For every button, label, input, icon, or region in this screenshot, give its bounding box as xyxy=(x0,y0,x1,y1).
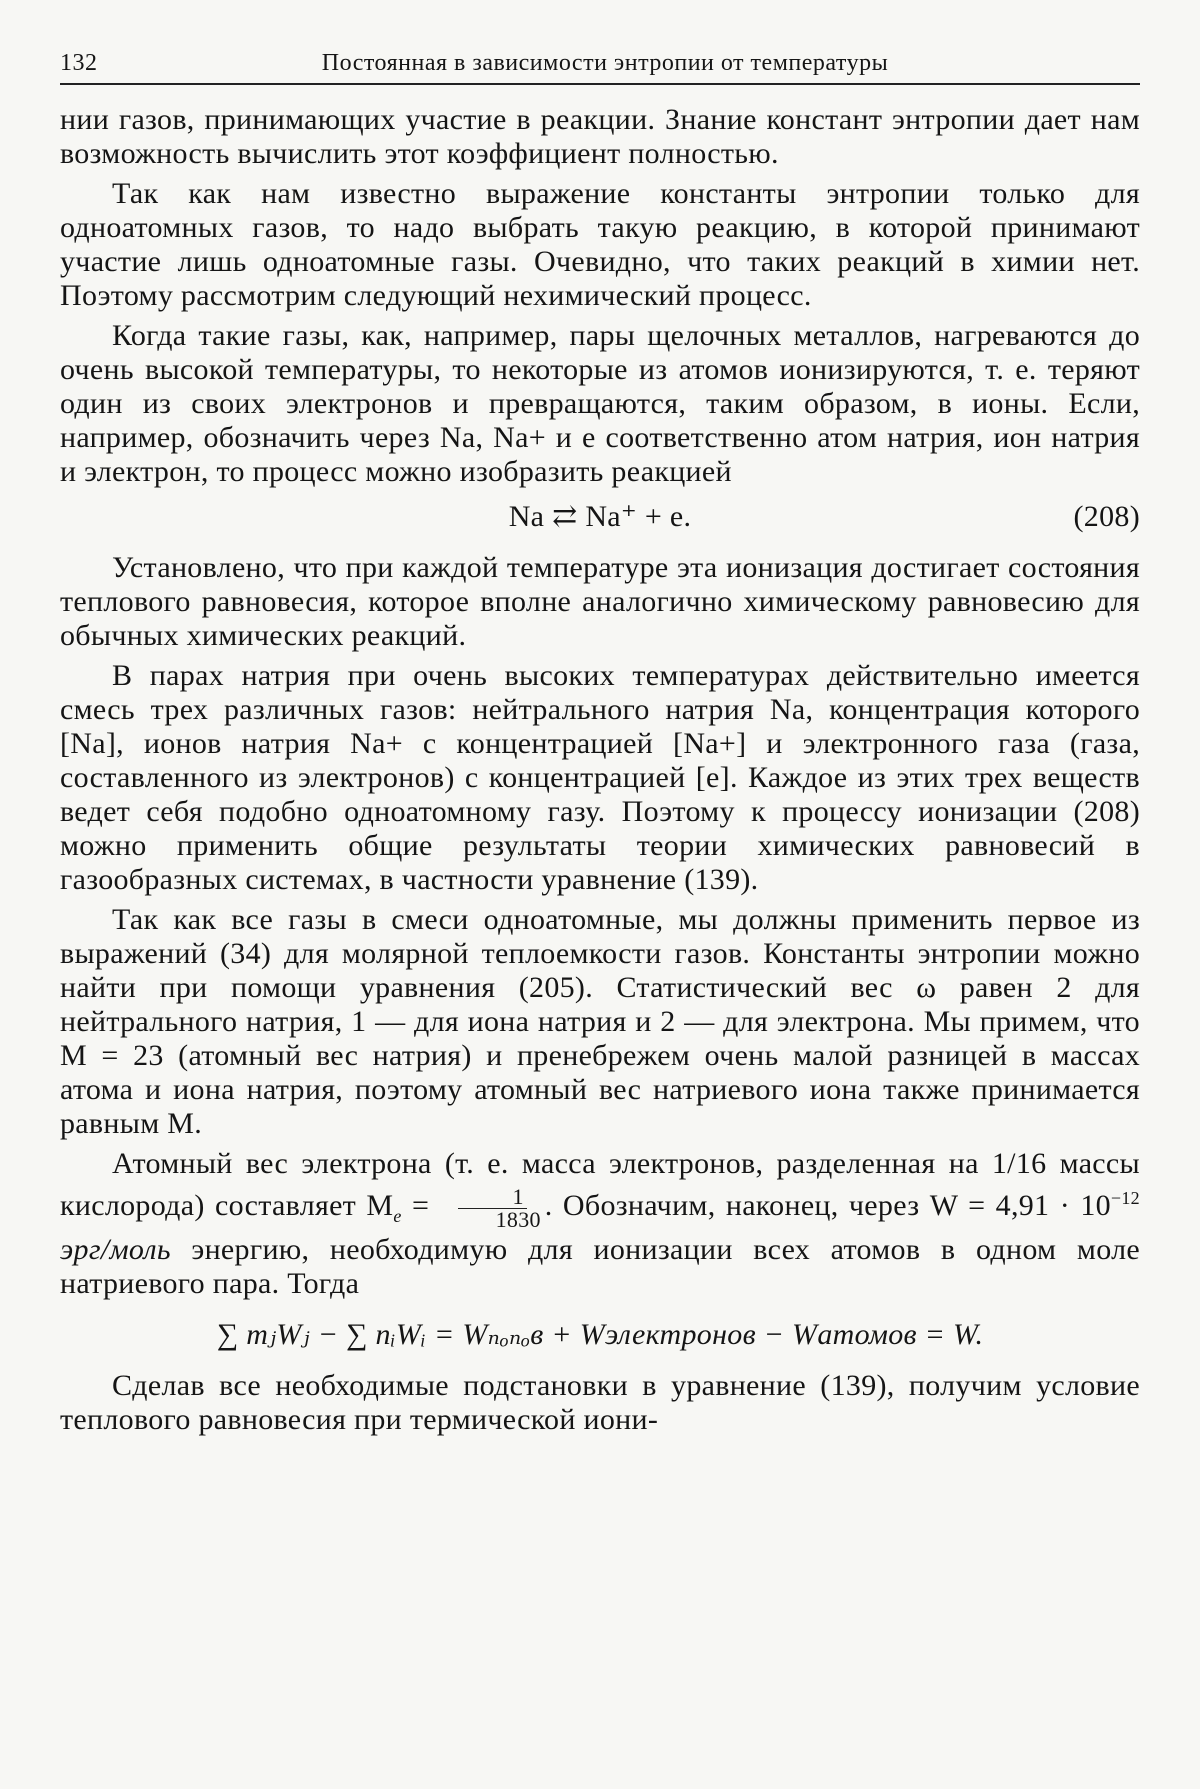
equation-sum-body: ∑ mⱼWⱼ − ∑ nᵢWᵢ = Wₙₒₙₒв + Wэлектронов − Wатомов = W. xyxy=(216,1318,984,1351)
fraction-numerator: 1 xyxy=(458,1186,527,1209)
page-number: 132 xyxy=(60,50,98,76)
page-body xyxy=(60,103,1140,1437)
running-header xyxy=(60,50,1140,85)
p7-exp: −12 xyxy=(1110,1188,1140,1208)
page xyxy=(60,50,1140,1443)
fraction-1-1830 xyxy=(444,1183,541,1232)
equation-208-tag: (208) xyxy=(1073,500,1140,533)
paragraph-6: Так как все газы в смеси одноатомные, мы должны применить первое из выражений (34) для молярной теплоемкости газов. Константы энтропии можно найти при помощи уравнения (205). Статистический вес ω равен 2 для нейтрального натрия, 1 — для иона натрия и 2 — для электрона. Мы примем, что M = 23 (атомный вес натрия) и пренебрежем очень малой разницей в массах атома и иона натрия, поэтому атомный вес натриевого иона также принимается равным M. xyxy=(60,903,1140,1140)
fraction-denominator: 1830 xyxy=(495,1206,541,1232)
p7-eq: = xyxy=(401,1189,440,1222)
running-title: Постоянная в зависимости энтропии от температуры xyxy=(321,50,889,76)
paragraph-1: нии газов, принимающих участие в реакции. Знание констант энтропии дает нам возможность вычислить этот коэффициент полностью. xyxy=(60,103,1140,170)
equation-sum xyxy=(60,1315,1140,1355)
equation-208-body: Na ⇄ Na⁺ + e. xyxy=(508,500,692,533)
paragraph-2: Так как нам известно выражение константы энтропии только для одноатомных газов, то надо выбрать такую реакцию, в которой принимают участие лишь одноатомные газы. Очевидно, что таких реакций в химии нет. Поэтому рассмотрим следующий нехимический процесс. xyxy=(60,177,1140,312)
paragraph-8: Сделав все необходимые подстановки в уравнение (139), получим условие теплового равновесия при термической иони- xyxy=(60,1369,1140,1436)
p7-sub: e xyxy=(393,1206,402,1226)
paragraph-4: Установлено, что при каждой температуре эта ионизация достигает состояния теплового равновесия, которое вполне аналогично химическому равновесию для обычных химических реакций. xyxy=(60,551,1140,652)
p7-unit: эрг/моль xyxy=(60,1233,171,1266)
paragraph-3: Когда такие газы, как, например, пары щелочных металлов, нагреваются до очень высокой температуры, то некоторые из атомов ионизируются, т. е. теряют один из своих электронов и превращаются, таким образом, в ионы. Если, например, обозначить через Na, Na+ и e соответственно атом натрия, ион натрия и электрон, то процесс можно изобразить реакцией xyxy=(60,319,1140,488)
p7-mid: . Обозначим, наконец, через W = 4,91 · 10 xyxy=(544,1189,1111,1222)
paragraph-7 xyxy=(60,1147,1140,1301)
paragraph-5: В парах натрия при очень высоких температурах действительно имеется смесь трех различных газов: нейтрального натрия Na, концентрация которого [Na], ионов натрия Na+ с концентрацией [Na+] и электронного газа (газа, составленного из электронов) с концентрацией [e]. Каждое из этих трех веществ ведет себя подобно одноатомному газу. Поэтому к процессу ионизации (208) можно применить общие результаты теории химических равновесий в газообразных системах, в частности уравнение (139). xyxy=(60,659,1140,896)
p7-end: энергию, необходимую для ионизации всех атомов в одном моле натриевого пара. Тогда xyxy=(60,1233,1140,1300)
equation-208 xyxy=(60,497,1140,537)
p7-start: Атомный вес электрона (т. е. масса электронов, разделенная на 1/16 массы кислорода) составляет M xyxy=(60,1147,1140,1222)
